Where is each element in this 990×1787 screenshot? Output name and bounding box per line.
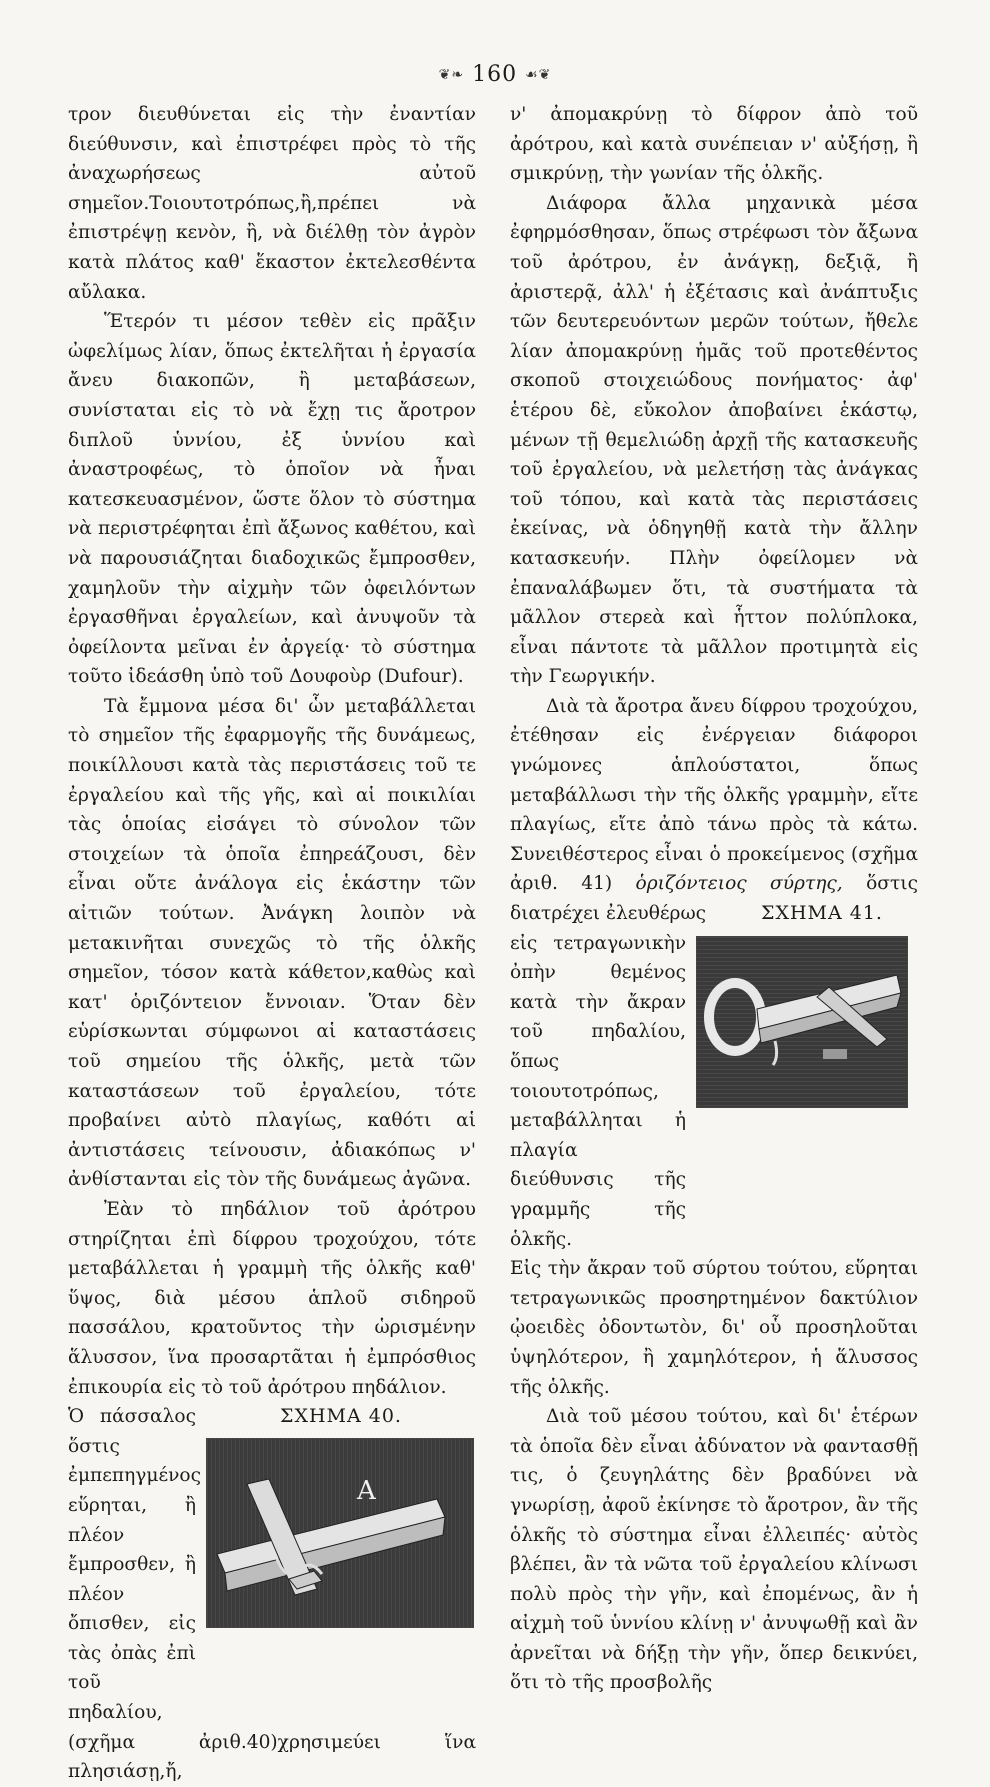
- paragraph: Ἕτερόν τι μέσον τεθὲν εἰς πρᾶξιν ὠφελίμως λίαν, ὅπως ἐκτελῆται ἡ ἐργασία ἄνευ διακοπῶν, ἢ μεταβάσεων, συνίσταται εἰς τὸ νὰ ἔχῃ τις ἄροτρον διπλοῦ ὑννίου, ἐξ ὑννίου καὶ ἀναστροφέως, τὸ ὁποῖον νὰ ἦναι κατεσκευασμένον, ὥστε ὅλον τὸ σύστημα νὰ περιστρέφηται ἐπὶ ἄξωνος καθέτου, καὶ νὰ παρουσιάζηται διαδοχικῶς ἔμπροσθεν, χαμηλοῦν τὴν αἰχμὴν τῶν ὀφειλόντων ἐργασθῆναι ἐργαλείων, καὶ ἀνυψοῦν τὰ ὀφείλοντα μεῖναι ἐν ἀργείᾳ· τὸ σύστημα τοῦτο ἰδεάσθη ὑπὸ τοῦ Δουφοὺρ (Dufour).: [68, 311, 476, 688]
- italic-term: ὁριζόντειος σύρτης,: [635, 873, 843, 895]
- figure-41-block: [510, 899, 918, 1255]
- paragraph: Ἐὰν τὸ πηδάλιον τοῦ ἀρότρου στηρίζηται ἐπὶ δίφρου τροχούχου, τότε μεταβάλλεται ἡ γραμμὴ τῆς ὁλκῆς καθ' ὕψος, διὰ μέσου ἁπλοῦ σιδηροῦ πασσάλου, κρατοῦντος τὴν ὡρισμένην ἅλυσσον, ἵνα προσαρτᾶται ἡ ἐμπρόσθιος ἐπικουρία εἰς τὸ τοῦ ἀρότρου πηδάλιον.: [68, 1198, 476, 1398]
- figure-40-engraving: [206, 1438, 474, 1628]
- paragraph: Διάφορα ἄλλα μηχανικὰ μέσα ἐφηρμόσθησαν, ὅπως στρέφωσι τὸν ἄξωνα τοῦ ἀρότρου, ἐν ἀνάγκῃ, δεξιᾷ, ἢ ἀριστερᾷ, ἀλλ' ἡ ἐξέτασις καὶ ἀνάπτυξις τῶν δευτερευόντων μερῶν τούτων, ἤθελε λίαν ἀπομακρύνῃ ἡμᾶς τοῦ προτεθέντος σκοποῦ στοιχειώδους πονήματος· ἀφ' ἑτέρου δὲ, εὔκολον ἀποβαίνει ἑκάστῳ, μένων τῇ θεμελιώδῃ ἀρχῇ τῆς κατασκευῆς τοῦ ἐργαλείου, νὰ μελετήσῃ τὰς ἀνάγκας τοῦ τόπου, καὶ κατὰ τὰς περιστάσεις ἐκείνας, νὰ ὁδηγηθῇ κατὰ τὴν ἄλλην κατασκευήν. Πλὴν ὀφείλομεν νὰ ἐπαναλάβωμεν ὅτι, τὰ συστήματα τὰ μᾶλλον στερεὰ καὶ ἧττον πολύπλοκα, εἶναι πάντοτε τὰ μᾶλλον προτιμητὰ εἰς τὴν Γεωργικήν.: [510, 192, 918, 688]
- paragraph: ν' ἀπομακρύνῃ τὸ δίφρον ἀπὸ τοῦ ἀρότρου, καὶ κατὰ συνέπειαν ν' αὐξήσῃ, ἢ σμικρύνῃ, τὴν γωνίαν τῆς ὁλκῆς.: [510, 104, 918, 185]
- paragraph: Διὰ τοῦ μέσου τούτου, καὶ δι' ἑτέρων τὰ ὁποῖα δὲν εἶναι ἀδύνατον νὰ φαντασθῇ τις, ὁ ζευγηλάτης δὲν βραδύνει νὰ γνωρίσῃ, ἀφοῦ ἐκίνησε τὸ ἄροτρον, ἂν τῆς ὁλκῆς τὸ σύστημα εἶναι ἐλλειπές· αὐτὸς βλέπει, ἂν τὰ νῶτα τοῦ ἐργαλείου κλίνωσι πολὺ πρὸς τὴν γῆν, καὶ ἐπομένως, ἂν ἡ αἰχμὴ τοῦ ὑννίου κλίνῃ ν' ἀνυψωθῇ καὶ ἂν ἀρνεῖται νὰ δήξῃ τὴν γῆν, ὅπερ δεικνύει, ὅτι τὸ τῆς προσβολῆς: [510, 1406, 918, 1694]
- paragraph: εἰς τετραγωνικὴν ὀπὴν θεμένος κατὰ τὴν ἄκραν τοῦ πηδαλίου, ὅπως τοιουτοτρόπως, μεταβάλληται ἡ πλαγία διεύθυνσις τῆς γραμμῆς τῆς ὁλκῆς.: [510, 932, 686, 1250]
- figure-41-engraving: [696, 936, 908, 1108]
- ornament-left-icon: ❦❧: [438, 67, 465, 83]
- page-header: [0, 62, 990, 87]
- figure-40-caption: ΣΧΗΜΑ 40.: [280, 1405, 402, 1428]
- page-number: 160: [472, 62, 518, 87]
- plough-beam-peg-icon: [207, 1439, 473, 1627]
- paragraph: Εἰς τὴν ἄκραν τοῦ σύρτου τούτου, εὕρηται τετραγωνικῶς προσηρτημένον δακτύλιον ᾠοειδὲς ὀδοντωτὸν, δι' οὗ προσηλοῦται ὑψηλότερον, ἢ χαμηλότερον, ἡ ἅλυσσος τῆς ὁλκῆς.: [510, 1258, 918, 1398]
- figure-41-caption: ΣΧΗΜΑ 41.: [761, 901, 883, 924]
- paragraph: Τὰ ἔμμονα μέσα δι' ὧν μεταβάλλεται τὸ σημεῖον τῆς ἐφαρμογῆς τῆς δυνάμεως, ποικίλλουσι κατὰ τὰς περιστάσεις τοῦ τε ἐργαλείου καὶ τῆς γῆς, καὶ αἱ ποικιλίαι τὰς ὁποίας εἰσάγει τὸ σύνολον τῶν στοιχείων τὰ ὁποῖα ἐπηρεάζουσι, δὲν εἶναι οὔτε ἀνάλογα εἰς ἑκάστην τῶν αἰτιῶν τούτων. Ἀνάγκη λοιπὸν νὰ μετακινῆται συνεχῶς τὸ τῆς ὁλκῆς σημεῖον, τόσον κατὰ κάθετον,καθὼς καὶ κατ' ὁριζόντειον ἔννοιαν. Ὅταν δὲν εὑρίσκωνται σύμφωνοι αἱ καταστάσεις τοῦ σημείου τῆς ὁλκῆς, μετὰ τῶν καταστάσεων τοῦ ἐργαλείου, τότε προβαίνει αὐτὸ πλαγίως, καθότι αἱ ἀντιστάσεις τείνουσιν, ἀδιακόπως ν' ἀνθίστανται εἰς τὸν τῆς δυνάμεως ἀγῶνα.: [68, 695, 476, 1191]
- ornament-right-icon: ☙❦: [525, 67, 552, 83]
- paragraph: τρον διευθύνεται εἰς τὴν ἐναντίαν διεύθυνσιν, καὶ ἐπιστρέφει πρὸς τὸ τῆς ἀναχωρήσεως αὐτοῦ σημεῖον.Τοιουτοτρόπως,ἢ,πρέπει νὰ ἐπιστρέψῃ κενὸν, ἢ, νὰ διέλθῃ τὸν ἀγρὸν κατὰ πλάτος καθ' ἕκαστον ἐκτελεσθέντα αὔλακα.: [68, 104, 476, 303]
- figure-40-label: A: [357, 1475, 376, 1506]
- paragraph: Ὁ πάσσαλος ὅστις ἐμπεπηγμένος εὕρηται, ἢ πλέον ἔμπροσθεν, ἢ πλέον ὄπισθεν, εἰς τὰς ὀπὰς ἐπὶ τοῦ πηδαλίου,: [68, 1406, 202, 1724]
- paragraph: (σχῆμα ἀριθ.40)χρησιμεύει ἵνα πλησιάσῃ,ἤ,: [68, 1731, 476, 1783]
- figure-41: [696, 899, 918, 1255]
- figure-40: [206, 1402, 476, 1728]
- paragraph-text: ὅστις διατρέχει ἐλευθέρως: [510, 873, 918, 925]
- left-column: [68, 100, 476, 1787]
- paragraph: [510, 692, 918, 929]
- right-column: [510, 100, 918, 1698]
- draft-slide-ring-icon: [697, 937, 907, 1107]
- figure-40-block: [68, 1402, 476, 1728]
- paragraph-text: Διὰ τὰ ἄροτρα ἄνευ δίφρου τροχούχου, ἐτέθησαν εἰς ἐνέργειαν διάφοροι γνώμονες ἁπλούστατοι, ὅπως μεταβάλλωσι τὴν τῆς ὁλκῆς γραμμὴν, εἴτε πλαγίως, εἴτε ἀπὸ τάνω πρὸς τὰ κάτω. Συνειθέστερος εἶναι ὁ προκείμενος (σχῆμα ἀριθ. 41): [510, 695, 918, 895]
